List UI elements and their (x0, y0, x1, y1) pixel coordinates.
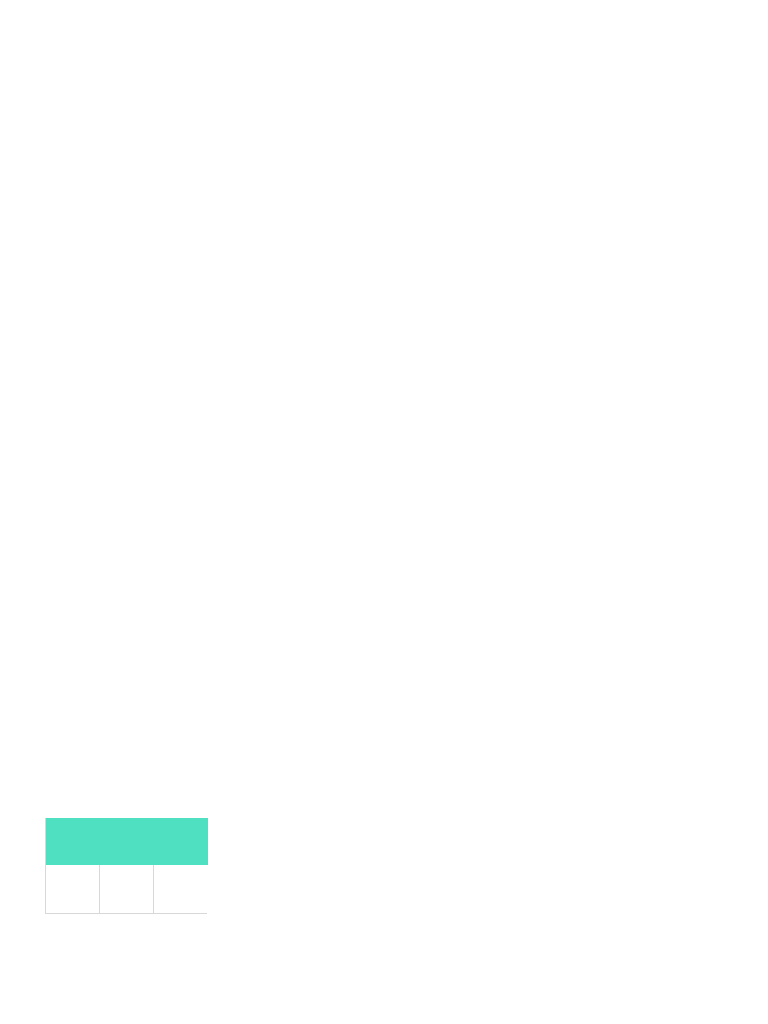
grid-cell (154, 865, 207, 914)
document-body (45, 39, 725, 53)
grid-cell (100, 865, 154, 914)
highlighted-row-track (45, 818, 208, 865)
grid-cell (45, 865, 100, 914)
grid-track-figure (45, 818, 208, 913)
